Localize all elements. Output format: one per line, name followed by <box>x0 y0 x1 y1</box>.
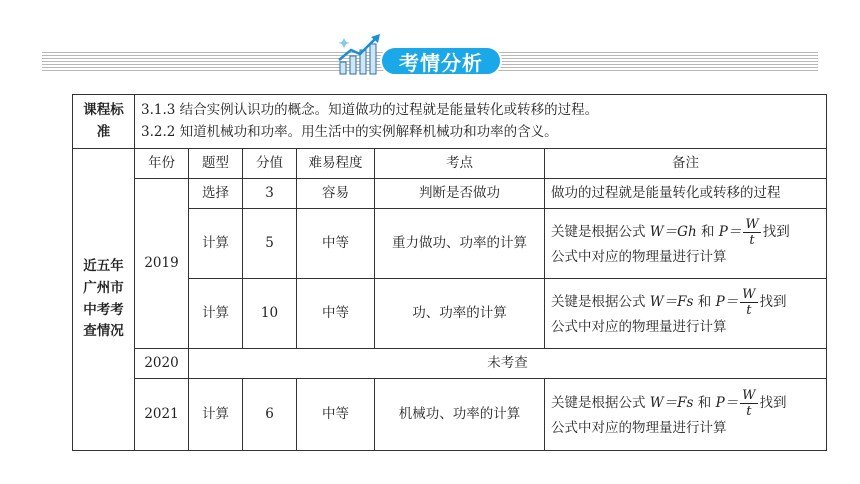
merged-cell: 未考查 <box>189 349 827 379</box>
column-header-point: 考点 <box>375 149 545 179</box>
fraction-denominator: t <box>746 404 752 420</box>
note-text: 关键是根据公式 <box>551 395 646 412</box>
difficulty-cell: 容易 <box>297 179 375 209</box>
fraction-numerator: W <box>745 217 759 233</box>
note-text: 公式中对应的物理量进行计算 <box>551 319 727 336</box>
point-cell: 机械功、功率的计算 <box>375 379 545 451</box>
note-text: 找到 <box>759 395 787 412</box>
exam-label: 近五年广州市中考考查情况 <box>73 149 135 451</box>
formula: P＝ <box>718 224 742 241</box>
fraction-denominator: t <box>746 303 752 319</box>
note-text: 找到 <box>759 294 787 311</box>
year-cell: 2021 <box>135 379 189 451</box>
note-text: 公式中对应的物理量进行计算 <box>551 420 727 437</box>
note-text: 和 <box>697 395 712 412</box>
point-cell: 判断是否做功 <box>375 179 545 209</box>
difficulty-cell: 中等 <box>297 279 375 349</box>
score-cell: 5 <box>243 209 297 279</box>
rising-chart-icon <box>336 30 388 76</box>
note-text: 公式中对应的物理量进行计算 <box>551 249 727 266</box>
difficulty-cell: 中等 <box>297 209 375 279</box>
fraction <box>740 288 757 317</box>
point-cell: 重力做功、功率的计算 <box>375 209 545 279</box>
note-text: 关键是根据公式 <box>551 224 646 241</box>
formula: W＝Gh <box>649 224 697 241</box>
table-row <box>73 179 827 209</box>
formula: W＝Fs <box>649 294 694 311</box>
difficulty-cell: 中等 <box>297 379 375 451</box>
year-cell: 2019 <box>135 179 189 349</box>
score-cell: 10 <box>243 279 297 349</box>
score-cell: 3 <box>243 179 297 209</box>
section-title: 考情分析 <box>380 46 502 76</box>
formula: P＝ <box>715 294 739 311</box>
column-header-difficulty: 难易程度 <box>297 149 375 179</box>
point-cell: 功、功率的计算 <box>375 279 545 349</box>
exam-analysis-table <box>72 94 827 451</box>
fraction-denominator: t <box>749 233 755 249</box>
note-text: 和 <box>697 294 712 311</box>
note-text: 找到 <box>762 224 790 241</box>
score-cell: 6 <box>243 379 297 451</box>
note-cell <box>545 279 827 349</box>
type-cell: 计算 <box>189 379 243 451</box>
fraction <box>743 218 760 247</box>
note-cell <box>545 209 827 279</box>
column-header-type: 题型 <box>189 149 243 179</box>
table-row <box>73 349 827 379</box>
fraction <box>740 389 757 418</box>
note-cell: 做功的过程就是能量转化或转移的过程 <box>545 179 827 209</box>
note-text: 和 <box>700 224 715 241</box>
column-header-year: 年份 <box>135 149 189 179</box>
column-header-score: 分值 <box>243 149 297 179</box>
year-cell: 2020 <box>135 349 189 379</box>
standard-line: 3.2.2 知道机械功和功率。用生活中的实例解释机械功和功率的含义。 <box>141 123 558 140</box>
note-text: 关键是根据公式 <box>551 294 646 311</box>
table-row <box>73 379 827 451</box>
standard-content <box>135 95 827 149</box>
type-cell: 选择 <box>189 179 243 209</box>
header-row <box>73 149 827 179</box>
note-cell <box>545 379 827 451</box>
standard-line: 3.1.3 结合实例认识功的概念。知道做功的过程就是能量转化或转移的过程。 <box>141 101 599 118</box>
type-cell: 计算 <box>189 209 243 279</box>
fraction-numerator: W <box>742 388 756 404</box>
fraction-numerator: W <box>742 287 756 303</box>
formula: W＝Fs <box>649 395 694 412</box>
type-cell: 计算 <box>189 279 243 349</box>
standard-row <box>73 95 827 149</box>
column-header-note: 备注 <box>545 149 827 179</box>
standard-label: 课程标准 <box>73 95 135 149</box>
formula: P＝ <box>715 395 739 412</box>
